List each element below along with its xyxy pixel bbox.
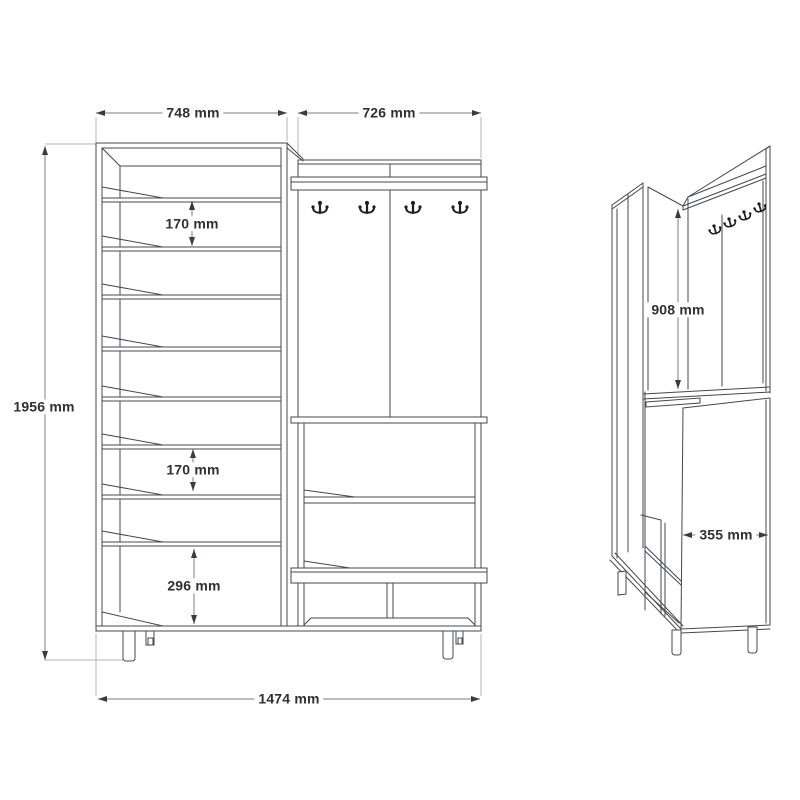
side-view [610, 146, 770, 655]
front-leg [443, 631, 453, 659]
top-shelf-board [291, 177, 487, 190]
coat-hook-icon [737, 209, 752, 222]
hook-panel-side [683, 146, 770, 393]
front-extension-lines [45, 117, 481, 696]
lower-shelf-board [291, 568, 487, 583]
bench-board [291, 417, 487, 423]
dim-shelf-gap-lower-label: 170 mm [162, 462, 223, 477]
dim-shelf-gap-upper-label: 170 mm [161, 216, 222, 231]
front-leg [672, 630, 681, 655]
dim-front-width-right-label: 726 mm [358, 105, 419, 120]
coat-hook-icon [707, 223, 722, 236]
coat-hook-icon [404, 201, 421, 213]
coat-hook-icon [752, 201, 767, 214]
dim-side-hook-panel-height-label: 908 mm [647, 302, 708, 317]
dim-front-total-height-label: 1956 mm [9, 399, 78, 414]
base-and-legs-front [96, 626, 481, 661]
coat-hook-icon [311, 201, 328, 213]
dim-front-width-left-label: 748 mm [162, 105, 223, 120]
coat-hook-icon [358, 201, 375, 213]
dim-bottom-section-label: 296 mm [163, 578, 224, 593]
front-view [42, 110, 487, 702]
side-panel-face [681, 398, 770, 629]
dim-front-total-width-label: 1474 mm [254, 691, 323, 706]
coat-hook-icon [722, 216, 737, 229]
front-leg [748, 627, 757, 653]
back-leg [618, 571, 626, 595]
front-leg [123, 631, 135, 661]
dim-side-depth-label: 355 mm [695, 527, 756, 542]
cabinet-side-panel [612, 183, 683, 558]
bench-cabinet-side [610, 387, 770, 655]
coat-hook-icon [451, 201, 468, 213]
middle-shelf-board [304, 497, 475, 503]
coat-rack-front [291, 160, 487, 626]
cabinet-floor-edge [102, 612, 163, 626]
